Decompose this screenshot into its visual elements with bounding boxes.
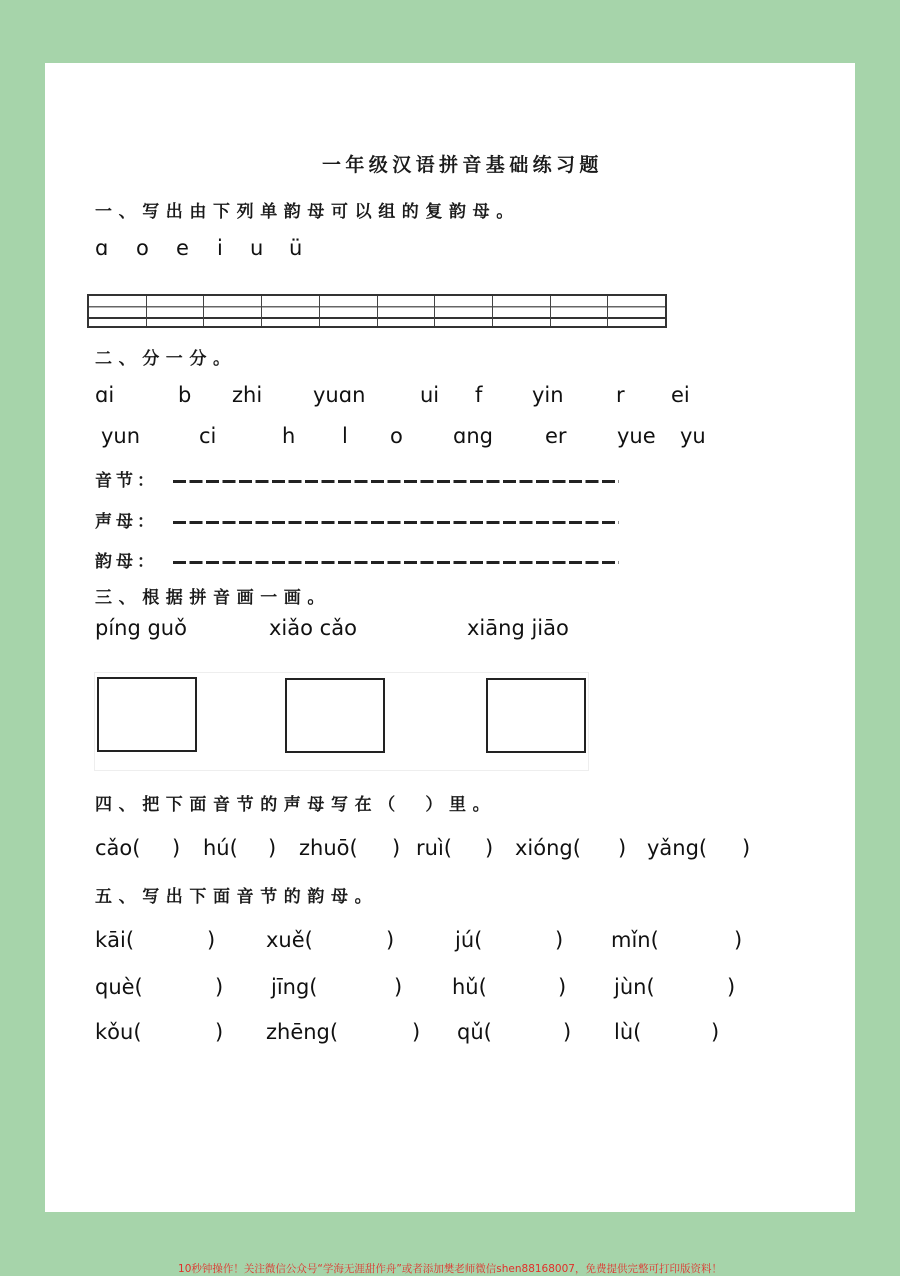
syllable-item: què( — [95, 975, 143, 999]
syllable-item: ruì( — [416, 836, 452, 860]
paren-close: ) — [207, 928, 216, 952]
section4-heading: 四、把下面音节的声母写在（ ）里。 — [95, 795, 497, 815]
pinyin-item: l — [342, 424, 348, 448]
syllable-answer-line[interactable] — [173, 480, 619, 483]
syllable-item: xuě( — [266, 928, 313, 952]
drawing-box-grass[interactable] — [285, 678, 385, 753]
drawing-box-banana[interactable] — [486, 678, 586, 753]
grid-cell[interactable] — [550, 296, 608, 326]
syllable-item: jīng( — [271, 975, 318, 999]
pinyin-item: ɑi — [95, 383, 115, 407]
grid-cell[interactable] — [203, 296, 261, 326]
pinyin-item: ci — [199, 424, 217, 448]
grid-cell[interactable] — [146, 296, 204, 326]
pinyin-item: yin — [532, 383, 564, 407]
paren-close: ) — [215, 1020, 224, 1044]
pinyin-item: b — [178, 383, 192, 407]
paren-close: ) — [392, 836, 401, 860]
grid-cell[interactable] — [434, 296, 492, 326]
syllable-label: 音节： — [95, 471, 158, 491]
pinyin-item: yu — [680, 424, 706, 448]
pinyin-item: yue — [617, 424, 656, 448]
syllable-item: qǔ( — [457, 1020, 492, 1044]
paren-close: ) — [412, 1020, 421, 1044]
paren-close: ) — [215, 975, 224, 999]
paren-close: ) — [563, 1020, 572, 1044]
pinyin-item: ei — [671, 383, 690, 407]
grid-cell[interactable] — [492, 296, 550, 326]
syllable-item: hú( — [203, 836, 238, 860]
section3-heading: 三、根据拼音画一画。 — [95, 588, 331, 608]
grid-cell[interactable] — [607, 296, 665, 326]
worksheet-title: 一年级汉语拼音基础练习题 — [322, 154, 603, 176]
vowel: i — [217, 236, 223, 260]
paren-close: ) — [386, 928, 395, 952]
pinyin-item: ui — [420, 383, 440, 407]
grid-cell[interactable] — [319, 296, 377, 326]
pinyin-item: o — [390, 424, 403, 448]
syllable-item: zhēng( — [266, 1020, 339, 1044]
final-label: 韵母： — [95, 552, 158, 572]
section5-heading: 五、写出下面音节的韵母。 — [95, 887, 379, 907]
syllable-item: yǎng( — [647, 836, 708, 860]
paren-close: ) — [558, 975, 567, 999]
paren-close: ) — [485, 836, 494, 860]
draw-word: xiǎo cǎo — [269, 616, 357, 640]
promo-footer: 10秒钟操作！关注微信公众号“学海无涯甜作舟”或者添加樊老师微信shen88168007，免费提供完整可打印版资料！ — [178, 1263, 722, 1275]
pinyin-item: r — [616, 383, 625, 407]
syllable-item: jú( — [455, 928, 483, 952]
syllable-item: kāi( — [95, 928, 135, 952]
syllable-item: xióng( — [515, 836, 581, 860]
paren-close: ) — [734, 928, 743, 952]
section2-heading: 二、分一分。 — [95, 349, 237, 369]
pinyin-item: f — [475, 383, 483, 407]
initial-answer-line[interactable] — [173, 521, 619, 524]
grid-cell[interactable] — [377, 296, 435, 326]
pinyin-item: h — [282, 424, 296, 448]
syllable-item: zhuō( — [299, 836, 358, 860]
pinyin-item: er — [545, 424, 567, 448]
syllable-item: jùn( — [614, 975, 655, 999]
paren-close: ) — [727, 975, 736, 999]
initial-label: 声母： — [95, 512, 158, 532]
paren-close: ) — [711, 1020, 720, 1044]
syllable-item: hǔ( — [452, 975, 487, 999]
paren-close: ) — [268, 836, 277, 860]
grid-cell[interactable] — [89, 296, 146, 326]
paren-close: ) — [394, 975, 403, 999]
pinyin-item: zhi — [232, 383, 263, 407]
syllable-item: kǒu( — [95, 1020, 142, 1044]
paren-close: ) — [618, 836, 627, 860]
vowel: ü — [289, 236, 303, 260]
paren-close: ) — [742, 836, 751, 860]
drawing-box-apple[interactable] — [97, 677, 197, 752]
pinyin-item: yuɑn — [313, 383, 366, 407]
paren-close: ) — [555, 928, 564, 952]
section1-heading: 一、写出由下列单韵母可以组的复韵母。 — [95, 202, 520, 222]
syllable-item: mǐn( — [611, 928, 659, 952]
syllable-item: cǎo( — [95, 836, 141, 860]
draw-word: xiāng jiāo — [467, 616, 569, 640]
grid-cell[interactable] — [261, 296, 319, 326]
vowel: o — [136, 236, 149, 260]
final-answer-line[interactable] — [173, 561, 619, 564]
draw-word: píng guǒ — [95, 616, 187, 640]
pinyin-item: ɑng — [453, 424, 493, 448]
vowel: ɑ — [95, 236, 109, 260]
writing-grid[interactable] — [87, 294, 667, 328]
syllable-item: lù( — [614, 1020, 642, 1044]
pinyin-item: yun — [101, 424, 141, 448]
paren-close: ) — [172, 836, 181, 860]
vowel: u — [250, 236, 264, 260]
vowel: e — [176, 236, 189, 260]
